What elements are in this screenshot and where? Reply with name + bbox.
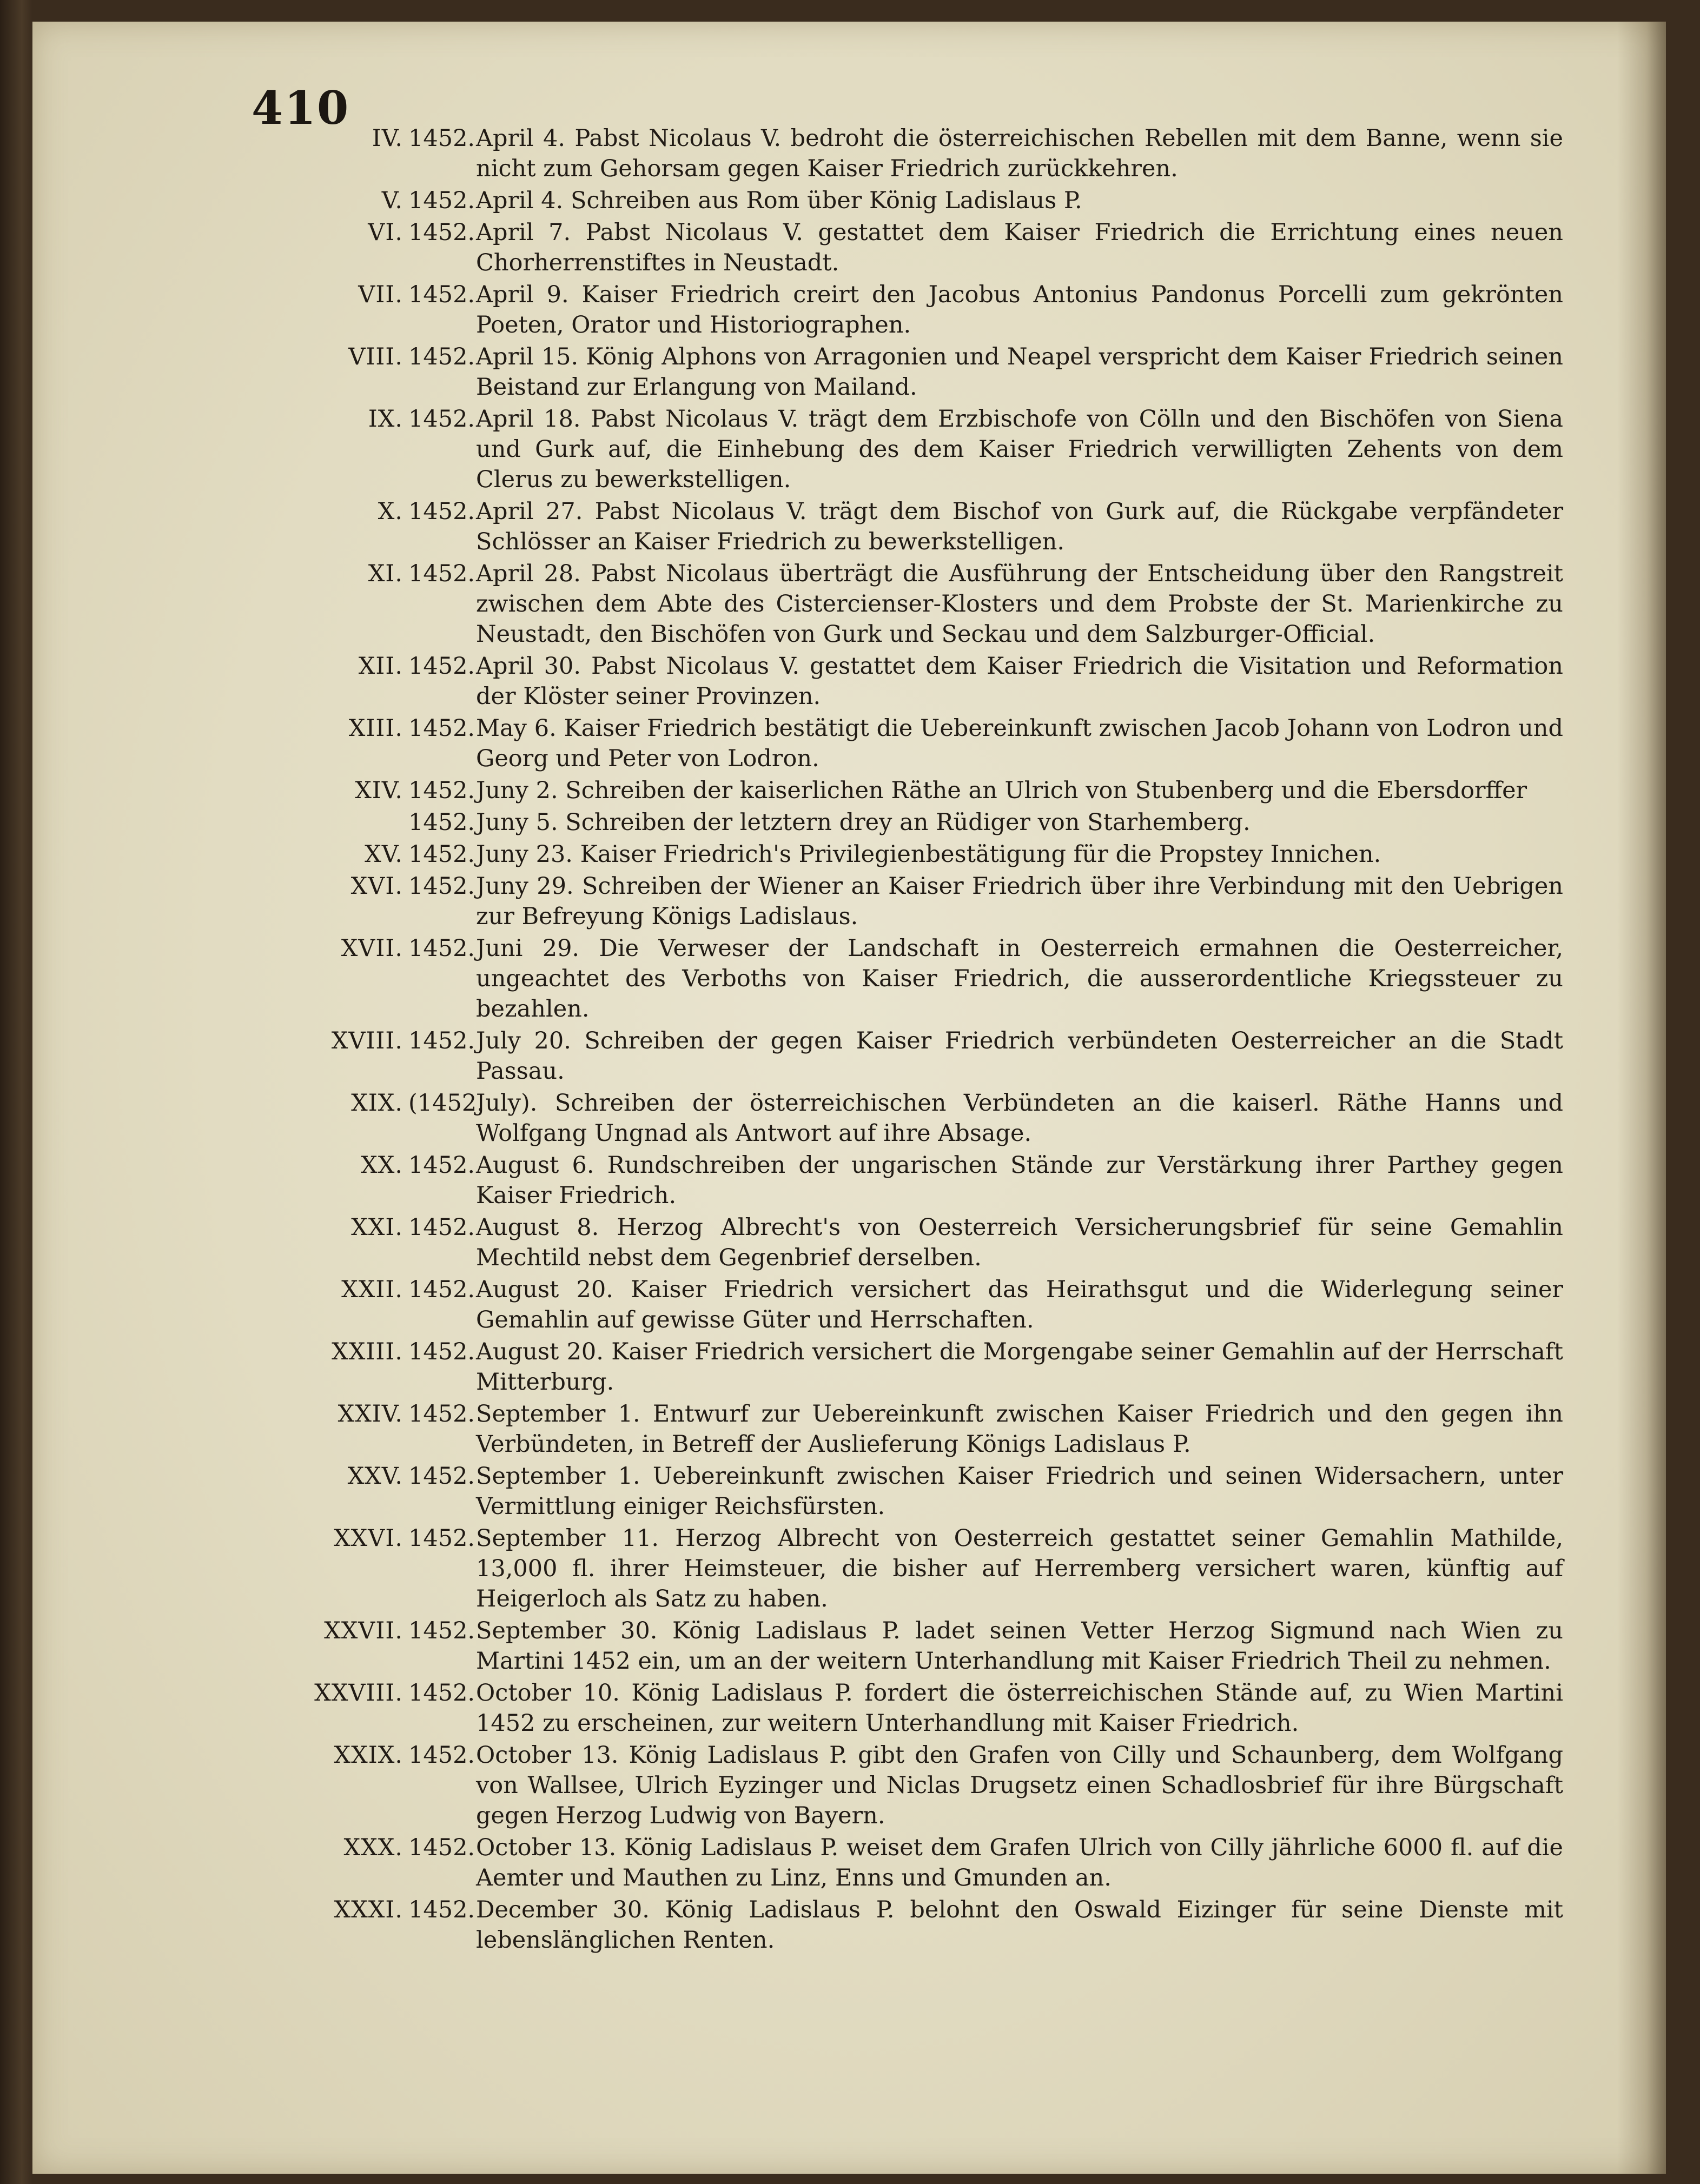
entry-text: April 4. Pabst Nicolaus V. bedroht die österreichischen Rebellen mit dem Banne, wenn sie nicht zum Gehorsam gegen Kaiser Friedrich zurückkehren.: [476, 125, 1563, 182]
register-entry: [281, 1150, 1563, 1211]
entry-text: September 1. Uebereinkunft zwischen Kaiser Friedrich und seinen Widersachern, unter Vermittlung einiger Reichsfürsten.: [476, 1463, 1563, 1520]
entry-year: 1452.: [408, 653, 475, 680]
entry-text: Juny 23. Kaiser Friedrich's Privilegienbestätigung für die Propstey Innichen.: [476, 841, 1381, 868]
register-entry: [281, 651, 1563, 712]
entry-text: October 10. König Ladislaus P. fordert die österreichischen Stände auf, zu Wien Martini 1452 zu erscheinen, zur weitern Unterhandlung mit Kaiser Friedrich.: [476, 1680, 1563, 1737]
entry-year: 1452.: [408, 1896, 475, 1923]
entry-year: 1452.: [408, 809, 475, 836]
entry-year: 1452.: [408, 343, 475, 370]
entry-number: XI.: [368, 560, 403, 587]
entry-number: XXIV.: [338, 1400, 403, 1428]
entry-year: 1452.: [408, 715, 475, 742]
entry-text: Juny 5. Schreiben der letztern drey an Rüdiger von Starhemberg.: [476, 809, 1251, 836]
entry-number: XXII.: [341, 1276, 403, 1303]
entry-text: April 9. Kaiser Friedrich creirt den Jacobus Antonius Pandonus Porcelli zum gekrönten Poeten, Orator und Historiographen.: [476, 281, 1563, 338]
entry-text: September 11. Herzog Albrecht von Oesterreich gestattet seiner Gemahlin Mathilde, 13,000 fl. ihrer Heimsteuer, die bisher auf Herremberg versichert waren, künftig auf Heigerloch als Satz zu haben.: [476, 1525, 1563, 1612]
entry-text: October 13. König Ladislaus P. weiset dem Grafen Ulrich von Cilly jährliche 6000 fl. auf die Aemter und Mauthen zu Linz, Enns und Gmunden an.: [476, 1834, 1563, 1891]
register-entry: [281, 1337, 1563, 1397]
entry-number: VI.: [368, 219, 403, 246]
register-entry: [281, 775, 1563, 806]
entry-number: XIV.: [355, 777, 403, 804]
entry-year: 1452.: [408, 1214, 475, 1241]
entry-year: 1452.: [408, 187, 475, 214]
entry-text: October 13. König Ladislaus P. gibt den Grafen von Cilly und Schaunberg, dem Wolfgang von Wallsee, Ulrich Eyzinger und Niclas Drugsetz einen Schadlosbrief für ihre Bürgschaft gegen Herzog Ludwig von Bayern.: [476, 1742, 1563, 1829]
register-entry: [281, 1740, 1563, 1831]
register-entry: [281, 1461, 1563, 1522]
register-entry: [281, 1678, 1563, 1738]
register-entry: [281, 1895, 1563, 1955]
entry-text: April 15. König Alphons von Arragonien und Neapel verspricht dem Kaiser Friedrich seinen Beistand zur Erlangung von Mailand.: [476, 343, 1563, 401]
register-entry: [281, 1026, 1563, 1086]
entry-year: 1452.: [408, 1680, 475, 1707]
entry-number: XII.: [358, 653, 403, 680]
entry-year: 1452.: [408, 1617, 475, 1644]
register-entry: [281, 559, 1563, 649]
entry-year: 1452.: [408, 1834, 475, 1861]
entry-text: April 27. Pabst Nicolaus V. trägt dem Bischof von Gurk auf, die Rückgabe verpfändeter Schlösser an Kaiser Friedrich zu bewerkstelligen.: [476, 498, 1563, 555]
entry-text: May 6. Kaiser Friedrich bestätigt die Uebereinkunft zwischen Jacob Johann von Lodron und Georg und Peter von Lodron.: [476, 715, 1563, 772]
entry-text: April 4. Schreiben aus Rom über König Ladislaus P.: [476, 187, 1082, 214]
entry-number: XVIII.: [331, 1027, 403, 1054]
entry-text: August 20. Kaiser Friedrich versichert die Morgengabe seiner Gemahlin auf der Herrschaft Mitterburg.: [476, 1338, 1563, 1396]
entry-number: VII.: [358, 281, 403, 308]
entry-number: XVII.: [341, 935, 403, 962]
register-entry: [281, 1833, 1563, 1893]
entry-text: April 30. Pabst Nicolaus V. gestattet dem Kaiser Friedrich die Visitation und Reformation der Klöster seiner Provinzen.: [476, 653, 1563, 710]
entry-year: 1452.: [408, 873, 475, 900]
entry-number: XXVIII.: [314, 1680, 403, 1707]
entry-text: April 7. Pabst Nicolaus V. gestattet dem Kaiser Friedrich die Errichtung eines neuen Chorherrenstiftes in Neustadt.: [476, 219, 1563, 276]
entry-year: 1452.: [408, 498, 475, 525]
entry-year: (1452.: [408, 1090, 484, 1117]
entry-text: July). Schreiben der österreichischen Verbündeten an die kaiserl. Räthe Hanns und Wolfgang Ungnad als Antwort auf ihre Absage.: [476, 1090, 1563, 1147]
register-entry: [281, 1088, 1563, 1149]
entry-year: 1452.: [408, 841, 475, 868]
entry-number: VIII.: [348, 343, 403, 370]
entry-year: 1452.: [408, 406, 475, 433]
entry-year: 1452.: [408, 281, 475, 308]
entry-text: Juny 2. Schreiben der kaiserlichen Räthe an Ulrich von Stubenberg und die Ebersdorffer: [476, 777, 1527, 804]
entry-year: 1452.: [408, 1525, 475, 1552]
entry-year: 1452.: [408, 1463, 475, 1490]
entry-year: 1452.: [408, 125, 475, 152]
entry-number: X.: [378, 498, 403, 525]
entry-number: IV.: [372, 125, 403, 152]
entry-text: April 28. Pabst Nicolaus überträgt die Ausführung der Entscheidung über den Rangstreit zwischen dem Abte des Cistercienser-Klosters und dem Probste der St. Marienkirche zu Neustadt, den Bischöfen von Gurk und Seckau und dem Salzburger-Official.: [476, 560, 1563, 648]
entry-text: September 30. König Ladislaus P. ladet seinen Vetter Herzog Sigmund nach Wien zu Martini 1452 ein, um an der weitern Unterhandlung mit Kaiser Friedrich Theil zu nehmen.: [476, 1617, 1563, 1675]
entry-text: April 18. Pabst Nicolaus V. trägt dem Erzbischofe von Cölln und den Bischöfen von Siena und Gurk auf, die Einhebung des dem Kaiser Friedrich verwilligten Zehents von dem Clerus zu bewerkstelligen.: [476, 406, 1563, 493]
entry-number: XV.: [365, 841, 403, 868]
entry-number: V.: [381, 187, 403, 214]
entry-number: XVI.: [350, 873, 403, 900]
entry-year: 1452.: [408, 219, 475, 246]
register-entry: [281, 1399, 1563, 1459]
entry-number: XX.: [361, 1152, 403, 1179]
entry-number: XXX.: [343, 1834, 403, 1861]
register-entry: [281, 280, 1563, 340]
entry-number: XIII.: [348, 715, 403, 742]
entry-year: 1452.: [408, 1338, 475, 1365]
register-entry: [281, 1274, 1563, 1335]
entry-number: XIX.: [351, 1090, 403, 1117]
entry-number: XXIII.: [332, 1338, 403, 1365]
entry-number: XXVI.: [334, 1525, 403, 1552]
entry-number: XXXI.: [334, 1896, 403, 1923]
entry-year: 1452.: [408, 1742, 475, 1769]
entry-year: 1452.: [408, 1400, 475, 1428]
entry-number: IX.: [368, 406, 403, 433]
register-entry: [281, 871, 1563, 932]
register-entry: [281, 342, 1563, 402]
entry-number: XXVII.: [324, 1617, 403, 1644]
entry-text: July 20. Schreiben der gegen Kaiser Friedrich verbündeten Oesterreicher an die Stadt Passau.: [476, 1027, 1563, 1085]
entry-text: December 30. König Ladislaus P. belohnt den Oswald Eizinger für seine Dienste mit lebenslänglichen Renten.: [476, 1896, 1563, 1954]
entry-number: XXV.: [347, 1463, 403, 1490]
register-entry: [281, 217, 1563, 278]
entry-text: Juni 29. Die Verweser der Landschaft in Oesterreich ermahnen die Oesterreicher, ungeachtet des Verboths von Kaiser Friedrich, die ausserordentliche Kriegssteuer zu bezahlen.: [476, 935, 1563, 1023]
entry-number: XXIX.: [334, 1742, 403, 1769]
entry-year: 1452.: [408, 1276, 475, 1303]
register-entry: [281, 1523, 1563, 1614]
entry-text: September 1. Entwurf zur Uebereinkunft zwischen Kaiser Friedrich und den gegen ihn Verbündeten, in Betreff der Auslieferung Königs Ladislaus P.: [476, 1400, 1563, 1458]
register-entry: [281, 1616, 1563, 1676]
register-entry: [281, 713, 1563, 774]
entry-year: 1452.: [408, 1152, 475, 1179]
register-entry: [281, 123, 1563, 184]
register-entry: [281, 185, 1563, 216]
register-entry: [281, 839, 1563, 869]
entry-year: 1452.: [408, 777, 475, 804]
entry-year: 1452.: [408, 560, 475, 587]
entry-text: August 6. Rundschreiben der ungarischen Stände zur Verstärkung ihrer Parthey gegen Kaiser Friedrich.: [476, 1152, 1563, 1209]
entry-text: August 8. Herzog Albrecht's von Oesterreich Versicherungsbrief für seine Gemahlin Mechtild nebst dem Gegenbrief derselben.: [476, 1214, 1563, 1271]
entry-text: Juny 29. Schreiben der Wiener an Kaiser Friedrich über ihre Verbindung mit den Uebrigen zur Befreyung Königs Ladislaus.: [476, 873, 1563, 930]
register-entry: [281, 1212, 1563, 1273]
entry-number: XXI.: [351, 1214, 403, 1241]
register-entry: [281, 807, 1563, 838]
register-entry: [281, 496, 1563, 557]
entry-text: August 20. Kaiser Friedrich versichert das Heirathsgut und die Widerlegung seiner Gemahlin auf gewisse Güter und Herrschaften.: [476, 1276, 1563, 1333]
register-entry: [281, 404, 1563, 495]
entry-year: 1452.: [408, 935, 475, 962]
page-number: 410: [252, 81, 350, 135]
entry-year: 1452.: [408, 1027, 475, 1054]
register-entries: [281, 123, 1563, 1957]
register-entry: [281, 933, 1563, 1024]
